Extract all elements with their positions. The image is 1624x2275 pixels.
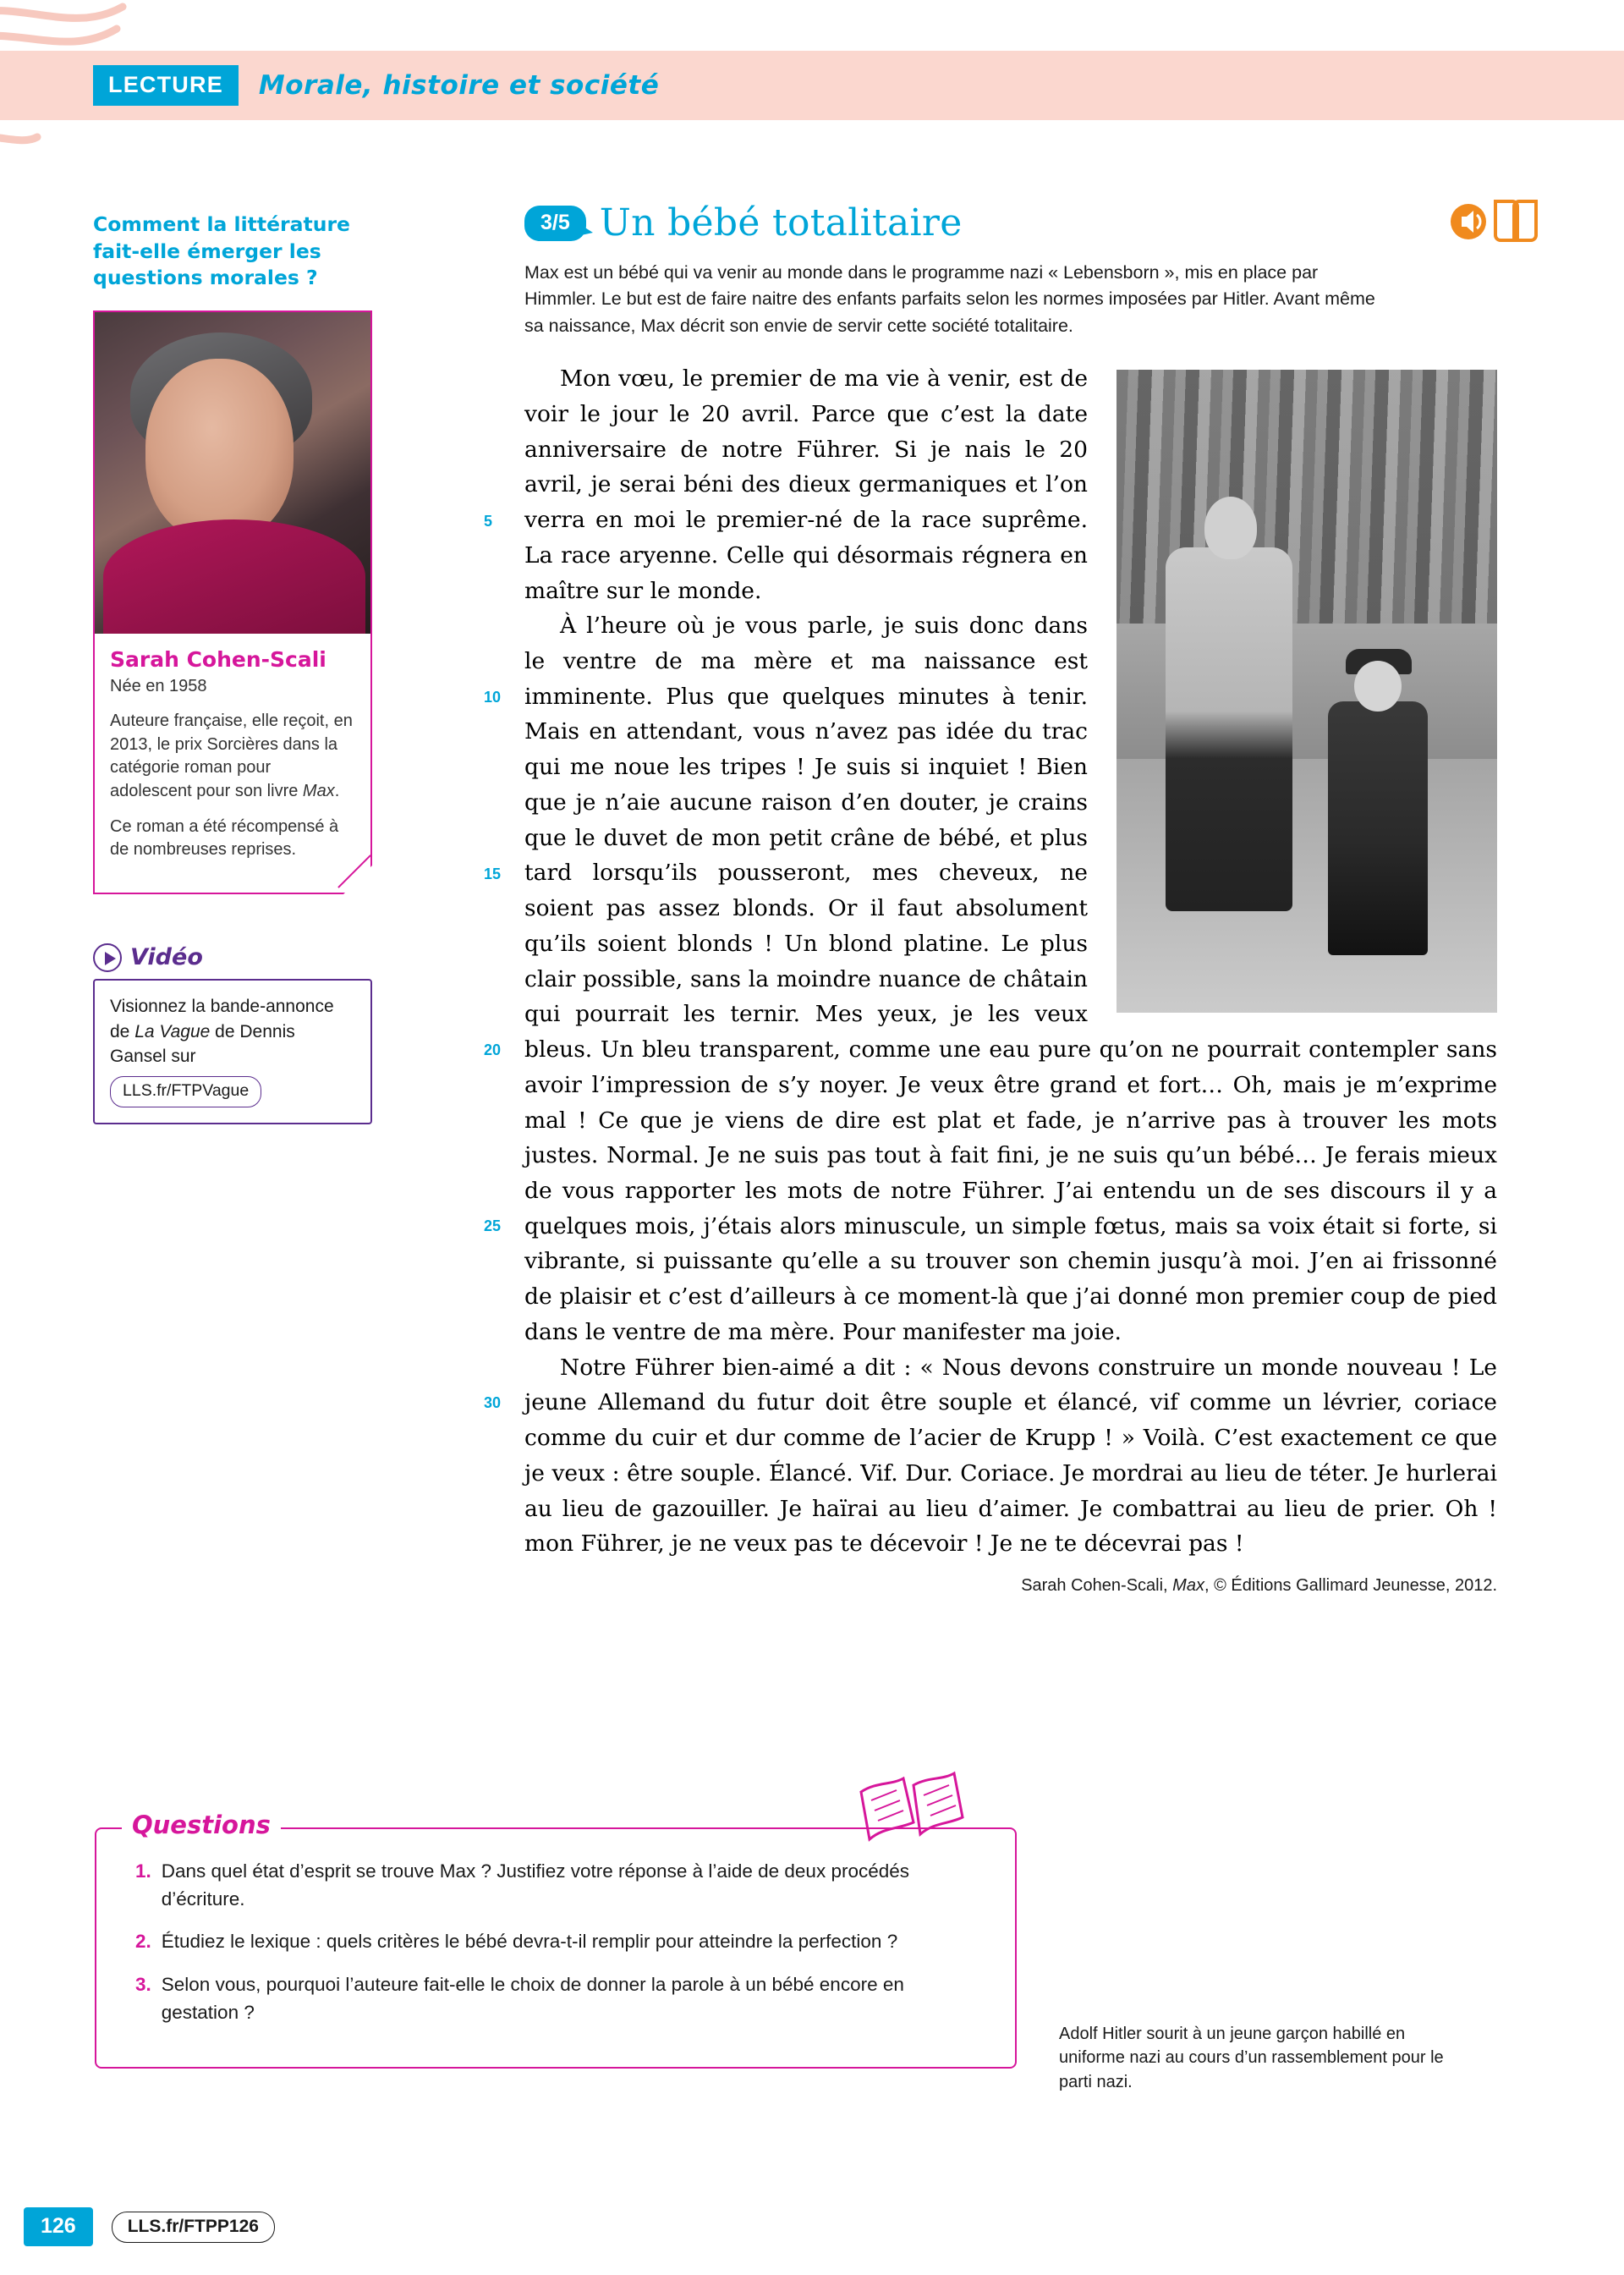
video-text-2: de Dennis Gansel sur	[110, 1021, 295, 1067]
author-portrait	[95, 312, 370, 634]
question-number: 2.	[135, 1931, 151, 1953]
paragraph-3: Notre Führer bien-aimé a dit : « Nous devons construire un monde nouveau ! Le jeune Allemand du futur doit être souple et élancé, vif comme un lévrier, coriace comme du cuir et dur comme de l’acier de Krupp ! » Voilà. C’est exactement ce que je veux : être souple. Élancé. Vif. Dur. Coriace. Je mordrai au lieu de téter. Je hurlerai au lieu de gazouiller. Je haïrai au lieu d’aimer. Je combattrai au lieu de prier. Oh ! mon Führer, je ne veux pas te décevoir ! Je ne te décevrai pas !	[524, 1354, 1497, 1558]
photo-caption: Adolf Hitler sourit à un jeune garçon habillé en uniforme nazi au cours d’un rassemblement pour le parti nazi.	[1059, 2025, 1444, 2091]
question-number: 1.	[135, 1860, 151, 1882]
text-body	[484, 361, 1497, 1597]
questions-legend: Questions	[122, 1811, 281, 1839]
line-number: 5	[484, 513, 493, 530]
page-footer	[0, 2207, 1624, 2246]
line-number: 10	[484, 689, 502, 706]
question-number: 3.	[135, 1973, 151, 1995]
video-title: Vidéo	[130, 944, 203, 971]
main-content	[484, 201, 1539, 1597]
line-number: 25	[484, 1217, 502, 1235]
play-icon	[93, 943, 122, 972]
text-number-badge: 3/5	[524, 206, 586, 241]
photo-man-head	[1204, 497, 1257, 559]
author-bio-text: Auteure française, elle reçoit, en 2013, le prix Sorcières dans la catégorie roman pour adolescent pour son livre	[110, 712, 353, 800]
historical-photo-wrapper	[1116, 370, 1497, 1013]
video-link-chip[interactable]: LLS.fr/FTPVague	[110, 1076, 261, 1107]
author-bio-2: Ce roman a été récompensé à de nombreuses reprises.	[110, 816, 339, 860]
historical-photo	[1116, 370, 1497, 1013]
question-item	[135, 1971, 981, 2026]
video-block	[93, 943, 372, 1124]
line-number: 20	[484, 1041, 502, 1059]
portrait-clothing	[103, 519, 365, 634]
author-name: Sarah Cohen-Scali	[110, 647, 326, 673]
open-book-icon	[1495, 201, 1536, 240]
corner-fold-line	[332, 854, 372, 894]
question-item	[135, 1858, 981, 1913]
sidebar-guiding-question: Comment la littérature fait-elle émerger les questions morales ?	[93, 212, 350, 290]
paragraph-1: Mon vœu, le premier de ma vie à venir, est de voir le jour le 20 avril. Parce que c’est la date anniversaire de notre Führer. Si je nais le 20 avril, je serai béni des dieux germaniques et l’on verra en moi le premier-né de la race suprême. La race aryenne. Celle qui désormais régnera en maître sur le monde.	[524, 365, 1088, 604]
question-item	[135, 1928, 981, 1956]
text-introduction: Max est un bébé qui va venir au monde dans le programme nazi « Lebensborn », mis en place par Himmler. Le but est de faire naitre des enfants parfaits selon les normes imposées par Hitler. Avant même sa naissance, Max décrit son envie de servir cette société totalitaire.	[524, 262, 1375, 336]
video-header	[93, 943, 372, 972]
section-tag: LECTURE	[93, 65, 239, 106]
sidebar	[93, 212, 385, 1124]
line-number: 15	[484, 865, 502, 883]
text-source	[524, 1574, 1497, 1597]
video-text-1: Visionnez la bande-annonce de	[110, 996, 334, 1041]
author-bio-text-end: .	[334, 781, 340, 800]
text-title: Un bébé totalitaire	[599, 201, 963, 245]
video-film-title: La Vague	[134, 1021, 211, 1041]
line-number: 30	[484, 1394, 502, 1412]
audio-icon	[1451, 204, 1486, 239]
source-work: Max	[1172, 1576, 1204, 1596]
header-title: Morale, histoire et société	[258, 70, 660, 101]
author-birth: Née en 1958	[110, 677, 207, 696]
question-text: Selon vous, pourquoi l’auteure fait-elle le choix de donner la parole à un bébé encore en gestation ?	[161, 1973, 904, 2023]
question-text: Étudiez le lexique : quels critères le bébé devra-t-il remplir pour atteindre la perfection ?	[161, 1931, 898, 1953]
text-title-row	[524, 201, 1539, 245]
paragraph-2: À l’heure où je vous parle, je suis donc dans le ventre de ma mère et ma naissance est imminente. Plus que quelques minutes à tenir. Mais en attendant, vous n’avez pas idée du trac qui me noue les tripes ! Je suis si inquiet ! Bien que je n’aie aucune raison d’en douter, je crains que le duvet de mon petit crâne de bébé, et plus tard lorsqu’ils pousseront, mes cheveux, ne soient pas assez blonds. Or il faut absolument qu’ils soient blonds ! Un blond platine. Le plus clair possible, sans la moindre nuance de châtain qui pourrait les ternir. Mes yeux, je les veux bleus. Un bleu transparent, comme une eau pure qu’on ne pourrait contempler sans avoir l’impression de s’y noyer. Je veux être grand et fort… Oh, mais je m’exprime mal ! Ce que je viens de dire est plat et fade, je n’arrive pas à trouver les mots justes. Normal. Je ne suis pas tout à fait fini, je ne suis qu’un bébé… Je ferais mieux de vous rapporter les mots de notre Führer. J’ai entendu un de ses discours il y a quelques mois, j’étais alors minuscule, un simple fœtus, mais sa voix était si forte, si vibrante, si puissante qu’elle a su trouver son chemin jusqu’à moi. J’en ai frissonné de plaisir et c’est d’ailleurs à ce moment-là que j’ai donné mon premier coup de pied dans le ventre de ma mère. Pour manifester ma joie.	[524, 613, 1497, 1345]
page-header	[0, 51, 1624, 120]
question-text: Dans quel état d’esprit se trouve Max ? Justifiez votre réponse à l’aide de deux procédés d’écriture.	[161, 1860, 910, 1910]
photo-boy-body	[1328, 701, 1428, 955]
photo-boy-head	[1354, 661, 1402, 712]
video-box	[93, 979, 372, 1124]
author-bio-book-title: Max	[302, 781, 335, 800]
media-icons	[1446, 184, 1539, 252]
page-number: 126	[24, 2207, 93, 2246]
photo-man-body	[1166, 547, 1292, 911]
author-bio-1	[110, 710, 355, 803]
footer-link-chip[interactable]: LLS.fr/FTPP126	[112, 2212, 275, 2243]
author-info	[95, 634, 370, 893]
questions-box	[95, 1811, 1017, 2069]
source-publisher: , © Éditions Gallimard Jeunesse, 2012.	[1204, 1576, 1497, 1596]
source-author: Sarah Cohen-Scali,	[1021, 1576, 1173, 1596]
portrait-face	[145, 359, 294, 541]
author-card	[93, 310, 372, 894]
